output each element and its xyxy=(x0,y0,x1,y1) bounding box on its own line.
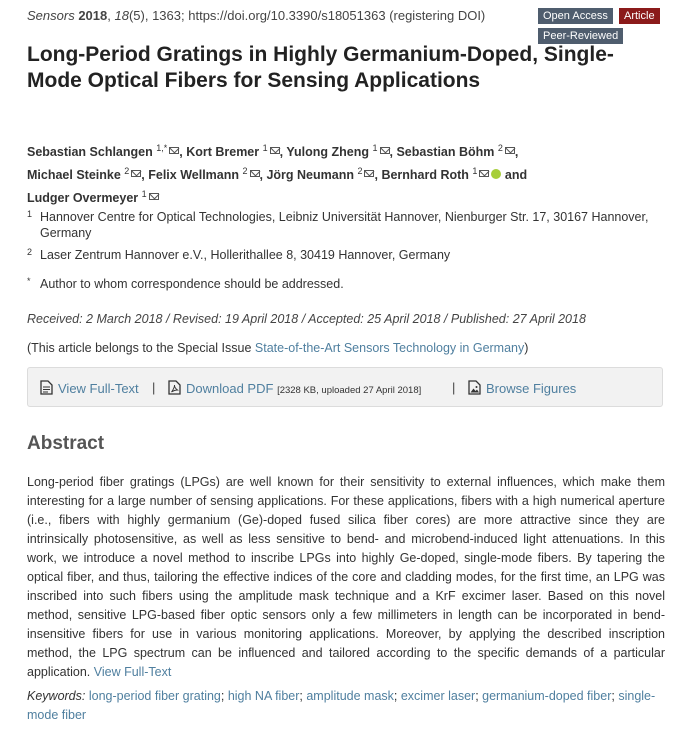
pdf-file-info: [2328 KB, uploaded 27 April 2018] xyxy=(277,385,422,396)
download-pdf-label[interactable]: Download PDF xyxy=(186,381,274,396)
author-name[interactable]: Sebastian Böhm xyxy=(396,145,495,160)
author-item xyxy=(266,168,374,182)
author-affiliation-sup: 1,* xyxy=(156,143,168,153)
link-separator: | xyxy=(152,380,156,395)
special-issue-note xyxy=(27,341,528,355)
download-pdf-link[interactable] xyxy=(168,380,421,396)
article-type-badge: Article xyxy=(619,8,660,24)
affiliation-number: 1 xyxy=(27,209,33,219)
view-full-text-link[interactable] xyxy=(40,380,139,396)
author-item xyxy=(286,145,389,159)
document-icon xyxy=(40,380,53,395)
citation-issue: (5) xyxy=(128,8,145,23)
view-full-text-label[interactable]: View Full-Text xyxy=(58,381,139,396)
author-affiliation-sup: 1 xyxy=(141,189,147,200)
keyword-link[interactable]: excimer laser xyxy=(400,689,476,703)
author-affiliation-sup: 2 xyxy=(357,166,363,177)
special-issue-suffix: ) xyxy=(524,341,529,355)
abstract-view-full-text-link[interactable]: View Full-Text xyxy=(93,665,172,679)
author-item xyxy=(27,168,141,182)
abstract-body xyxy=(27,473,665,682)
journal-name: Sensors xyxy=(27,8,75,23)
and-word: and xyxy=(504,168,528,183)
peer-reviewed-badge: Peer-Reviewed xyxy=(538,28,623,44)
keyword-link[interactable]: long-period fiber grating xyxy=(88,689,221,703)
author-name[interactable]: Yulong Zheng xyxy=(286,145,369,160)
citation-volume: 18 xyxy=(114,8,129,23)
keywords: Keywords: long-period fiber grating; high NA fiber; amplitude mask; excimer laser; germanium-doped fiber; single-mode fiber xyxy=(27,689,656,722)
author-name[interactable]: Felix Wellmann xyxy=(148,168,240,183)
special-issue-prefix: (This article belongs to the Special Issue xyxy=(27,341,255,355)
pdf-file-icon xyxy=(168,380,181,395)
keyword-link[interactable]: germanium-doped fiber xyxy=(482,689,612,703)
author-affiliation-sup: 1 xyxy=(372,143,378,153)
affiliation-number: 2 xyxy=(27,247,33,257)
link-separator: | xyxy=(452,380,456,395)
correspondence-note xyxy=(27,276,665,292)
author-affiliation-sup: 1 xyxy=(472,166,478,177)
author-affiliation-sup: 1 xyxy=(262,143,268,153)
browse-figures-link[interactable] xyxy=(468,380,576,396)
author-item xyxy=(27,145,179,159)
publication-dates: Received: 2 March 2018 / Revised: 19 April 2018 / Accepted: 25 April 2018 / Published: 27 April 2018 xyxy=(27,312,586,326)
email-icon[interactable] xyxy=(505,147,515,154)
email-icon[interactable] xyxy=(250,170,260,177)
citation-year: 2018 xyxy=(78,8,108,23)
email-icon[interactable] xyxy=(364,170,374,177)
email-icon[interactable] xyxy=(479,170,489,177)
affiliation-text: Author to whom correspondence should be addressed. xyxy=(40,277,344,291)
browse-figures-label[interactable]: Browse Figures xyxy=(486,381,577,396)
author-affiliation-sup: 2 xyxy=(497,143,503,153)
abstract-heading: Abstract xyxy=(27,433,105,454)
affiliation-1 xyxy=(27,209,665,241)
affiliation-text: Laser Zentrum Hannover e.V., Hollerithallee 8, 30419 Hannover, Germany xyxy=(40,248,451,262)
affiliation-text: Hannover Centre for Optical Technologies, Leibniz Universität Hannover, Nienburger Str. 17, 30167 Hannover, Germany xyxy=(40,210,649,240)
author-name[interactable]: Jörg Neumann xyxy=(266,168,354,183)
email-icon[interactable] xyxy=(149,193,159,200)
citation-doi-note: (registering DOI) xyxy=(389,8,486,23)
author-item xyxy=(396,145,514,159)
keyword-link[interactable]: amplitude mask xyxy=(306,689,394,703)
abstract-text: Long-period fiber gratings (LPGs) are well known for their sensitivity to external influences, which make them interesting for a large number of sensing applications. For these applications, fibers with a high numerical aperture (i.e., fibers with highly germanium (Ge)-doped fused silica fiber cores) are more attractive since they are intrinsically photosensitive, as well as less sensitive to bend- and microbend-induced light attenuations. In this work, we introduce a novel method to inscribe LPGs into highly Ge-doped, single-mode fibers. By tapering the optical fiber, and thus, tailoring the effective indices of the core and cladding modes, for the first time, an LPG was inscribed into such fibers using the amplitude mask technique and a KrF excimer laser. Based on this novel method, sensitive LPG-based fiber optic sensors only a few millimeters in length can be incorporated in bend-insensitive fibers for use in various monitoring applications. Moreover, by applying the described inscription method, the LPG spectrum can be influenced and tailored according to the specific demands of a particular application. xyxy=(27,475,665,679)
author-name[interactable]: Ludger Overmeyer xyxy=(27,191,139,206)
citation-doi[interactable]: https://doi.org/10.3390/s18051363 xyxy=(188,8,386,23)
author-list: Sebastian Schlangen $^{1,*}$ , Kort Bremer $^1$ , Yulong Zheng $^1$ , Sebastian Böhm $^2$ , Michael Steinke $^2$ , Felix Wellmann $^2$ , Jörg Neumann $^2$ , Bernhard Roth $^1$ and Ludger Overmeyer $^1$ xyxy=(27,143,528,206)
author-affiliation-sup: 2 xyxy=(242,166,248,177)
special-issue-link[interactable]: State-of-the-Art Sensors Technology in Germany xyxy=(254,341,525,355)
email-icon[interactable] xyxy=(131,170,141,177)
affiliation-2 xyxy=(27,247,665,263)
author-name[interactable]: Bernhard Roth xyxy=(381,168,469,183)
keyword-link[interactable]: high NA fiber xyxy=(227,689,300,703)
author-affiliation-sup: 2 xyxy=(124,166,130,177)
author-item xyxy=(27,191,159,205)
author-item xyxy=(186,145,279,159)
orcid-icon[interactable] xyxy=(491,169,501,179)
author-item xyxy=(381,168,501,182)
article-link-bar xyxy=(27,367,663,407)
email-icon[interactable] xyxy=(169,147,179,154)
citation-article: 1363 xyxy=(152,8,181,23)
citation-line: Sensors 2018, 18(5), 1363; https://doi.org/10.3390/s18051363 (registering DOI) xyxy=(27,8,486,23)
affiliation-number: * xyxy=(27,276,31,286)
author-name[interactable]: Kort Bremer xyxy=(186,145,260,160)
open-access-badge: Open Access xyxy=(538,8,613,24)
author-item xyxy=(148,168,259,182)
keyword-link[interactable]: single-mode fiber xyxy=(27,689,656,722)
image-icon xyxy=(468,380,481,395)
email-icon[interactable] xyxy=(380,147,390,154)
author-name[interactable]: Sebastian Schlangen xyxy=(27,145,153,160)
email-icon[interactable] xyxy=(270,147,280,154)
author-name[interactable]: Michael Steinke xyxy=(27,168,121,183)
article-title: Long-Period Gratings in Highly Germanium-Doped, Single-Mode Optical Fibers for Sensing Applications xyxy=(27,43,614,92)
keywords-label: Keywords: xyxy=(27,689,86,703)
